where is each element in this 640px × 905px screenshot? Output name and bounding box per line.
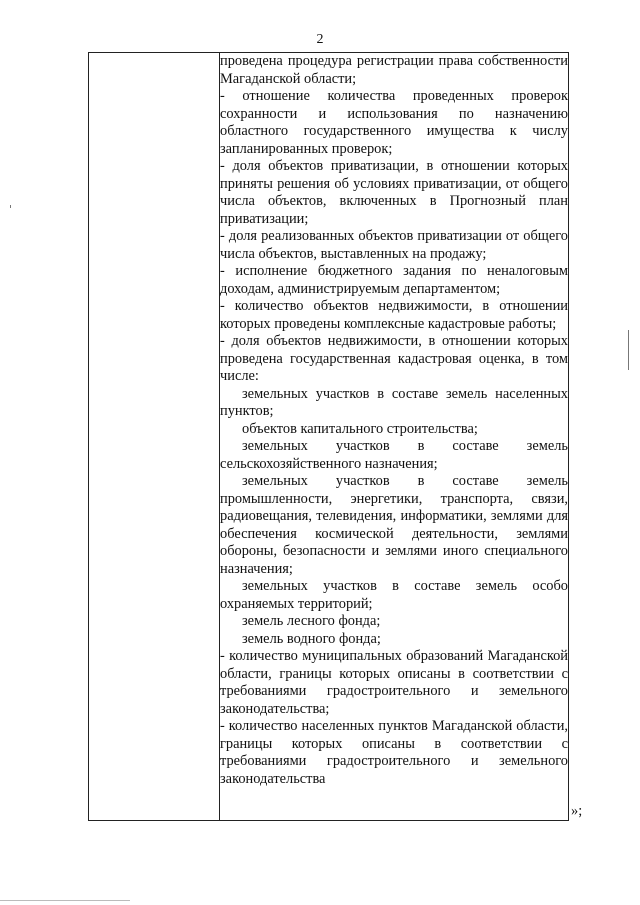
paragraph-capital-construction: объектов капитального строительства; bbox=[242, 420, 478, 437]
paragraph-agricultural-lands: земельных участков в составе земель сельскохозяйственного назначения; bbox=[220, 438, 568, 472]
paragraph-settlements-borders: - количество населенных пунктов Магаданской области, границы которых описаны в соответствии с требованиями градостроительного и земельного законодательства bbox=[220, 718, 568, 787]
scan-artifact-mark bbox=[628, 330, 629, 370]
paragraph-industrial-lands: земельных участков в составе земель промышленности, энергетики, транспорта, связи, радиовещания, телевидения, информатики, землями для обеспечения космической деятельности, землями обороны, безопасности и землями иного специального назначения; bbox=[220, 473, 568, 577]
right-column-cell bbox=[220, 53, 569, 821]
paragraph-municipalities-borders: - количество муниципальных образований Магаданской области, границы которых описаны в соответствии с требованиями градостроительного и земельного законодательства; bbox=[220, 648, 568, 717]
paragraph-registration: проведена процедура регистрации права собственности Магаданской области; bbox=[220, 53, 568, 87]
document-table bbox=[88, 52, 569, 821]
paragraph-protected-territories: земельных участков в составе земель особо охраняемых территорий; bbox=[220, 578, 568, 612]
scan-artifact-mark bbox=[10, 205, 11, 208]
paragraph-settlement-lands: земельных участков в составе земель населенных пунктов; bbox=[220, 385, 568, 419]
paragraph-privatization-sold: - доля реализованных объектов приватизации от общего числа объектов, выставленных на продажу; bbox=[220, 228, 568, 262]
page-number: 2 bbox=[316, 32, 324, 47]
paragraph-budget-task: - исполнение бюджетного задания по неналоговым доходам, администрируемым департаментом; bbox=[220, 263, 568, 297]
paragraph-cadastral-works: - количество объектов недвижимости, в отношении которых проведены комплексные кадастровые работы; bbox=[220, 298, 568, 332]
table-row bbox=[89, 53, 569, 821]
left-column-cell bbox=[89, 53, 220, 821]
paragraph-cadastral-valuation: - доля объектов недвижимости, в отношении которых проведена государственная кадастровая оценка, в том числе: bbox=[220, 333, 568, 384]
paragraph-water-fund: земель водного фонда; bbox=[242, 630, 381, 647]
closing-quote-mark: »; bbox=[571, 803, 583, 819]
paragraph-forest-fund: земель лесного фонда; bbox=[242, 613, 381, 629]
scan-artifact-mark bbox=[0, 900, 130, 901]
paragraph-privatization-decisions: - доля объектов приватизации, в отношении которых приняты решения об условиях приватизации, от общего числа объектов, включенных в Прогнозный план приватизации; bbox=[220, 158, 568, 227]
paragraph-inspections-ratio: - отношение количества проведенных проверок сохранности и использования по назначению областного государственного имущества к числу запланированных проверок; bbox=[220, 88, 568, 157]
